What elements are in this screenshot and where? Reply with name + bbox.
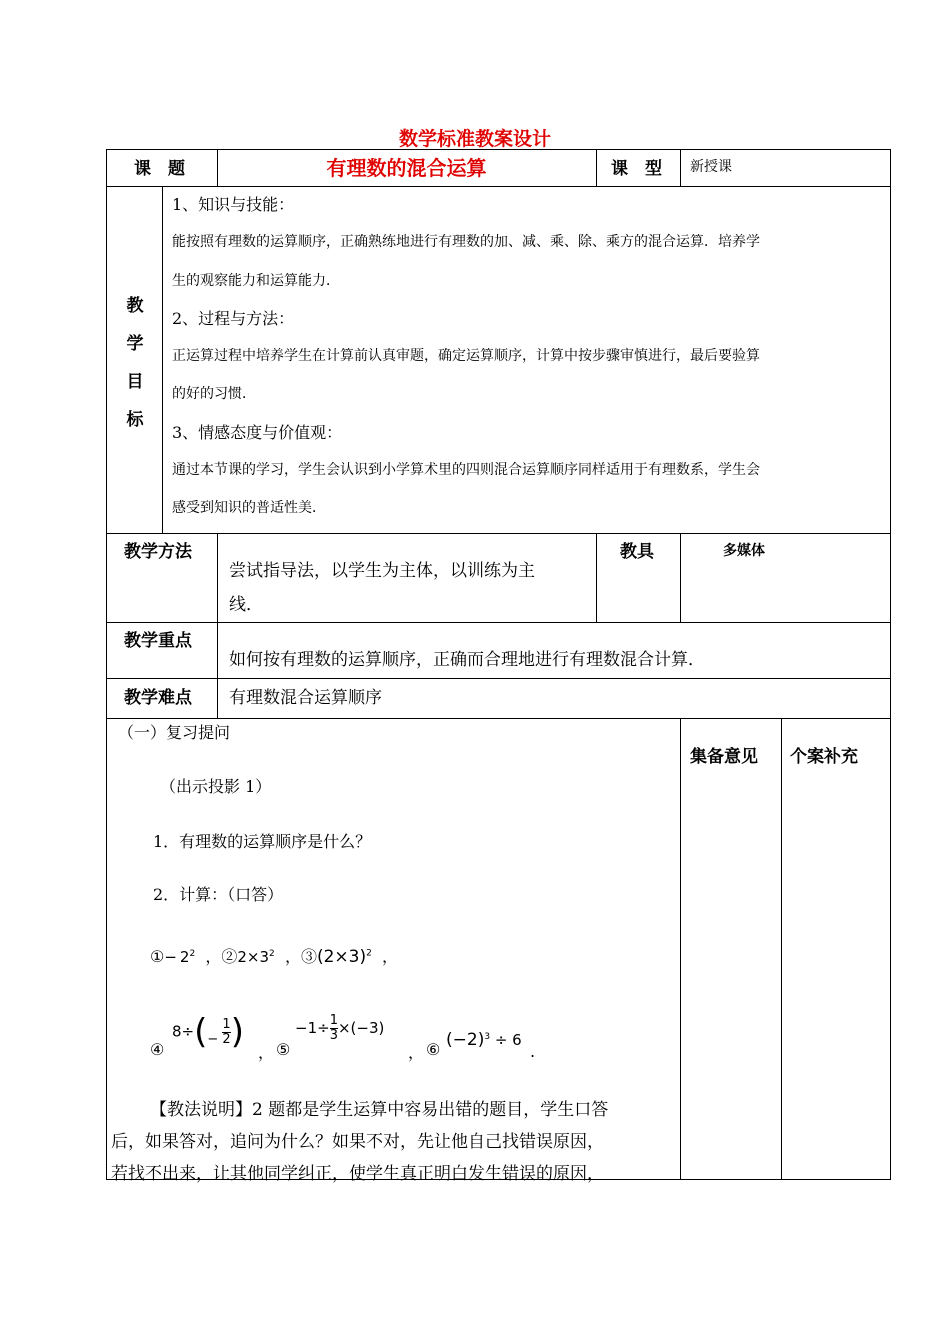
fraction-expression-4: 8÷(− $\frac{1}{2}$ ) [172, 1012, 244, 1052]
objective-text-1b: 生的观察能力和运算能力． [172, 273, 340, 289]
case-supplement-header: 个案补充 [790, 747, 858, 767]
objectives-label: 教 学 目 标 [126, 296, 144, 430]
teaching-note-c: 若找不出来，让其他同学纠正，使学生真正明白发生错误的原因， [111, 1164, 604, 1184]
teaching-note-a: 【教法说明】2 题都是学生运算中容易出错的题目，学生口答 [150, 1100, 609, 1120]
objective-heading-1: 1、知识与技能： [172, 195, 295, 214]
question-2: 2．计算：（口答） [153, 885, 284, 904]
exercise-row-1: ①− $2^2$ ，$②2\times 3^2$ ，$③(2\times 3)^2$ ， [150, 947, 399, 967]
exercise-row-2: ④ [150, 1040, 165, 1059]
section-heading: （一）复习提问 [118, 723, 231, 742]
type-label: 课 型 [611, 159, 662, 179]
method-label: 教学方法 [124, 542, 192, 562]
lesson-topic: 有理数的混合运算 [326, 156, 487, 180]
tool-label: 教具 [620, 542, 654, 562]
key-point-text: 如何按有理数的运算顺序，正确而合理地进行有理数混合计算． [229, 650, 705, 670]
teaching-note-b: 后，如果答对，追问为什么？如果不对，先让他自己找错误原因， [111, 1132, 604, 1152]
item-5-marker: ⑤ [276, 1040, 291, 1059]
topic-label: 课 题 [134, 159, 185, 179]
item-6-marker: ⑥ [426, 1040, 441, 1059]
difficulty-label: 教学难点 [124, 688, 192, 708]
objective-heading-2: 2、过程与方法： [172, 309, 295, 328]
method-text-b: 线． [229, 595, 263, 615]
question-1: 1．有理数的运算顺序是什么？ [153, 832, 372, 851]
fraction-expression-5: −1÷ $\frac{1}{3}$ ×(−3) [295, 1013, 385, 1043]
power-expression-6: $(-2)^3 \div 6$ [446, 1030, 522, 1050]
method-text-a: 尝试指导法，以学生为主体，以训练为主 [229, 561, 535, 581]
projection-note: （出示投影 1） [160, 777, 272, 796]
key-point-label: 教学重点 [124, 631, 192, 651]
objective-text-1a: 能按照有理数的运算顺序，正确熟练地进行有理数的加、减、乘、除、乘方的混合运算．培养学 [172, 234, 760, 250]
document-title: 数学标准教案设计 [398, 128, 551, 150]
objective-text-2b: 的好的习惯． [172, 386, 256, 402]
objective-text-2a: 正运算过程中培养学生在计算前认真审题，确定运算顺序，计算中按步骤审慎进行，最后要验算 [172, 348, 760, 364]
objective-text-3a: 通过本节课的学习，学生会认识到小学算术里的四则混合运算顺序同样适用于有理数系，学生会 [172, 462, 760, 478]
difficulty-text: 有理数混合运算顺序 [229, 688, 382, 708]
prep-notes-header: 集备意见 [690, 747, 758, 767]
tool-value: 多媒体 [723, 543, 765, 559]
objective-heading-3: 3、情感态度与价值观： [172, 423, 343, 442]
objective-text-3b: 感受到知识的普适性美． [172, 500, 326, 516]
lesson-type: 新授课 [690, 159, 732, 175]
